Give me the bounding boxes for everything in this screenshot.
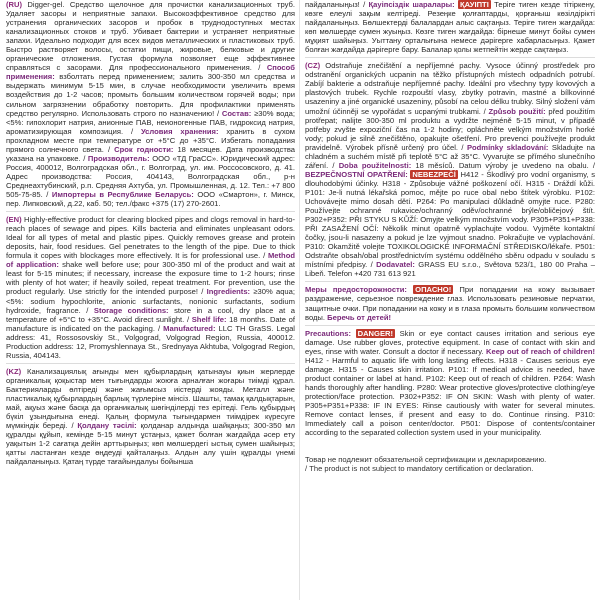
ru-warning-heading: Меры предосторожности: bbox=[305, 285, 407, 295]
en-shelf-heading: Shelf life: bbox=[191, 314, 227, 324]
en-warning-section bbox=[305, 329, 595, 438]
kz-continued: пайдаланыңыз! / Қауіпсіздік шаралары: ҚАУІПТІ Теріге тиген кезде тітіркену, көзге елеулі зақым келтіреді. Резеңке қолғаптарды, қорғаныш көзілдірікті пайдаланыңыз. Бөлшектерді балалардан алыс сақтаңыз. Теріге тиген жағдайда: көп мөлшерде сумен жуыңыз. Көзге тиген жағдайда: бірнеше минут бойы сумен мұқият шайыңыз. Уыттану орталығына немесе дәрігерге хабарласыңыз. Қажет болған жағдайда дәрігерге бару. Балалар қолы жетпейтін жерде сақтаңыз. bbox=[305, 0, 595, 55]
spacer bbox=[305, 439, 595, 455]
en-method-heading: Method of application: bbox=[6, 251, 295, 270]
cz-shelf: 18 měsíců. Datum výroby je uvedeno na obalu. bbox=[411, 160, 589, 170]
kz-danger-badge: ҚАУІПТІ bbox=[459, 0, 489, 9]
ru-method-heading: Способ применения: bbox=[6, 63, 295, 82]
en-method: shake well before use; pour 300-350 ml of the product and wait at least for 5-15 minutes; if necessary, increase the exposure time to 1-2 hours; rinse with plenty of hot water; if heavily soiled, repeat treatment. For prevention, use the product regularly. Use strictly for the intended purpose! bbox=[6, 260, 295, 297]
divider bbox=[305, 325, 595, 326]
cz-section: (CZ) Odstraňuje znečištění a nepříjemné pachy. Vysoce účinný prostředek pro odstranění organických ucpanin na těžko přístupných místech odpadních potrubí. Zabíjí bakterie a odstraňuje nepříjemné pachy. Ideální pro všechny typy kovových a plastových trubek. Rychle rozpouští vlasy, zbytky potravin, mastné a bílkovinné usazeniny a jiné organické usazeniny, působí na celou délku trubky. Silný složení vám umožní účinněji se vypořádat s ucpanými trubkami. / Způsob použití: před použitím protřepat; nalijte 300-350 ml produktu a vydržte nejméně 5-15 minut, v případě potřeby zvyšte expoziční čas na 1-2 hodiny; opláchněte velkým množstvím horké vody; pokud je silně znečištěno, opakujte ošetření. Pro prevenci používejte produkt pravidelně. Výrobek přísně určený pro účel. / Podmínky skladování: Skladujte na chladném a suchém místě při teplotě 5°C až 35°C. Vyvarujte se přímého slunečního záření. / Doba použitelnosti: 18 měsíců. Datum výroby je uvedeno na obalu. / BEZPEČNOSTNÍ OPATŘENÍ: NEBEZPEČÍ H412 - Škodlivý pro vodní organismy, s dlouhodobými účinky. H318 - Způsobuje vážné poškození očí. H315 - Dráždí kůži. P101: Je-li nutná lékařská pomoc, mějte po ruce obal nebo štítek výrobku. P102: Uchovávejte mimo dosah dětí. P264: Po manipulaci důkladně omyjte ruce. P280: Používejte ochranné rukavice/ochranný oděv/ochranné brýle/obličejový štít. P302+P352: PŘI STYKU S KŮŽÍ: Omyjte velkým množstvím vody. P305+P351+P338: PŘI ZASAŽENÍ OČÍ: Několik minut opatrně vyplachujte vodou. Vyjměte kontaktní čočky, jsou-li nasazeny a pokud je lze vyjmout snadno. Pokračujte ve vyplachování. P310: Okamžitě volejte TOXIKOLOGICKÉ INFORMAČNÍ STŘEDISKO/lékaře. P501: Odstraňte obsah/obal prostřednictvím systému oddělného sběru odpadu v souladu s místními předpisy. / Dodavatel: GRASS EU s.r.o., Světova 523/1, 180 00 Praha – Libeň. Telefon +420 731 613 921 bbox=[305, 61, 595, 279]
left-column bbox=[6, 0, 295, 600]
en-warning-heading: Precautions: bbox=[305, 328, 351, 338]
lang-tag-kz: (KZ) bbox=[6, 366, 22, 376]
kz-section: (KZ) Канализациялық ағынды мен құбырлардың қатынауы қиын жерлерде органикалық қоқыстар мен тығындарды жоюға арналған жоғары тиімді құрал. Бактерияларды өлтіреді және жағымсыз иістерді жояды. Металл және пластикалық құбырлардың барлық түрлеріне мінсіз. Шашты, тамақ қалдықтарын, май, ақуыз және басқа да органикалық шөгінділерді тез ерітеді. Гель құбырдың бүкіл ұзындығына енеді. Қалың формула тығындармен тиімдірек күресуге мүмкіндік береді. / Қолдану тәсілі: қолданар алдында шайқаңыз; 300-350 мл құралды құйып, кемінде 5-15 минут ұстаңыз, қажет болған жағдайда әсер ету уақытын 1-2 сағатқа дейін арттырыңыз; көп мөлшердегі ыстық сумен шайыңыз; қатты ластанған кезде өңдеуді қайталаңыз. Алдын алу үшін құралды үнемі пайдаланыңыз. Қатаң түрде тағайындалуы бойынша bbox=[6, 366, 295, 467]
en-manufactured-heading: Manufactured: bbox=[163, 323, 216, 333]
cz-method: před použitím protřepat; nalijte 300-350 ml produktu a vydržte nejméně 5-15 minut, v případě potřeby zvyšte expoziční čas na 1-2 hodiny; opláchněte velkým množstvím horké vody; pokud je silně znečištěno, opakujte ošetření. Pro prevenci používejte produkt pravidelně. Výrobek přísně určený pro účel. bbox=[305, 106, 595, 152]
en-manufactured: LLC TH GraSS. Legal address: 41, Rossosovskiy St., Volgograd, Volgograd Region, Russia, 400012. Production address: 12, Promyshlennaya St., Srednyaya Akhtuba, Volgograd Region, Russia, 404143. bbox=[6, 323, 295, 360]
en-hazard-codes: H412 - Harmful to aquatic life with long lasting effects. H318 - Causes serious eye damage. H315 - Causes skin irritation. P101: If medical advice is needed, have product container or label at hand. P102: Keep out of reach of children. P264: Wash hands thoroughly after handling. P280: Wear protective gloves/protective clothing/eye protection/face protection. P302+P352: IF ON SKIN: Wash with plenty of water. P305+P351+P338: IF IN EYES: Rinse cautiously with water for several minutes. Remove contact lenses, if present and easy to do. Continue rinsing. P310: Immediately call a poison center/doctor. P501: Dispose of contents/container according to the separated collection system used in your municipality. bbox=[305, 355, 595, 438]
cz-shelf-heading: Doba použitelnosti: bbox=[338, 160, 412, 170]
en-danger-badge: DANGER! bbox=[357, 328, 394, 338]
divider bbox=[305, 57, 595, 58]
ru-composition-heading: Состав: bbox=[221, 108, 252, 118]
cz-intro: Odstraňuje znečištění a nepříjemné pachy. Vysoce účinný prostředek pro odstranění organických ucpanin na těžko přístupných místech odpadních potrubí. Zabíjí bakterie a odstraňuje nepříjemné pachy. Ideální pro všechny typy kovových a plastových trubek. Rychle rozpouští vlasy, zbytky potravin, mastné a bílkovinné usazeniny a jiné organické usazeniny, působí na celou délku trubky. Silný složení vám umožní účinněji se vypořádat s ucpanými trubkami. bbox=[305, 61, 595, 116]
ru-intro: Digger-gel. Средство щелочное для прочистки канализационных труб. Удаляет засоры и неприятные запахи. Высокоэффективное средство для устранения органических засоров и пробок в труднодоступных местах канализационных стоков и труб. Убивает бактерии и устраняет неприятные запахи. Идеально подходит для всех видов металлических и пластиковых труб. Быстро растворяет волосы, остатки пищи, жировые, белковые и другие органические отложения. Густая формула позволяет еще эффективнее справляться с засорами. Для профессионального применения. bbox=[6, 0, 295, 73]
column-divider bbox=[299, 0, 300, 600]
divider bbox=[6, 363, 295, 364]
cz-method-heading: Způsob použití: bbox=[488, 106, 546, 116]
ru-composition: ≥30% вода; <5%: гипохлорит натрия, анионные ПАВ, неионогенные ПАВ, гидроксид натрия, ароматизирующая композиция. bbox=[6, 108, 295, 136]
ru-shelf: 18 месяцев. Дата производства указана на упаковке. bbox=[6, 144, 295, 163]
cz-conditions: Skladujte na chladném a suchém místě při teplotě 5°C až 35°C. Vyvarujte se přímého slunečního záření. bbox=[305, 142, 595, 170]
kz-method: қолданар алдында шайқаңыз; 300-350 мл құралды құйып, кемінде 5-15 минут ұстаңыз, қажет болған жағдайда әсер ету уақытын 1-2 сағатқа дейін арттырыңыз; көп мөлшердегі ыстық сумен шайыңыз; қатты ластанған кезде өңдеуді қайталаңыз. Алдын алу үшін құралды үнемі пайдаланыңыз. Қатаң түрде тағайындалуы бойынша bbox=[6, 421, 295, 467]
en-warning: Skin or eye contact causes irritation and serious eye damage. Use rubber gloves, protective equipment. In case of contact with skin and eyes, rinse with water. Consult a doctor if necessary. bbox=[305, 328, 595, 356]
ru-importer: ООО «Смартон», г. Минск, пер. Липковский, д.22, каб. 50; тел./факс +375 (17) 270-2601. bbox=[6, 189, 295, 209]
right-column bbox=[305, 0, 595, 600]
kz-tail: пайдаланыңыз! bbox=[305, 0, 360, 9]
cz-warning: H412 - Škodlivý pro vodní organismy, s dlouhodobými účinky. H318 - Způsobuje vážné poškození očí. H315 - Dráždí kůži. P101: Je-li nutná lékařská pomoc, mějte po ruce obal nebo štítek výrobku. P102: Uchovávejte mimo dosah dětí. P264: Po manipulaci důkladně omyjte ruce. P280: Používejte ochranné rukavice/ochranný oděv/ochranné brýle/obličejový štít. P302+P352: PŘI STYKU S KŮŽÍ: Omyjte velkým množstvím vody. P305+P351+P338: PŘI ZASAŽENÍ OČÍ: Několik minut opatrně vyplachujte vodou. Vyjměte kontaktní čočky, jsou-li nasazeny a pokud je lze vyjmout snadno. Pokračujte ve vyplachování. P310: Okamžitě volejte TOXIKOLOGICKÉ INFORMAČNÍ STŘEDISKO/lékaře. P501: Odstraňte obsah/obal prostřednictvím systému oddělného sběru odpadu v souladu s místními předpisy. bbox=[305, 169, 595, 270]
ru-danger-badge: ОПАСНО! bbox=[415, 285, 452, 295]
ru-warning: При попадании на кожу вызывает раздражение, серьезное повреждение глаз. Использовать резиновые перчатки, защитные очки. При попадании на кожу и в глаза промыть большим количеством воды. bbox=[305, 285, 595, 322]
cz-danger-badge: NEBEZPEČÍ bbox=[412, 169, 456, 179]
lang-tag-cz: (CZ) bbox=[305, 61, 321, 71]
en-keep-from-children: Keep out of reach of children! bbox=[485, 346, 595, 356]
ru-importer-heading: Импортеры в Республике Беларусь: bbox=[51, 189, 194, 199]
lang-tag-en: (EN) bbox=[6, 215, 22, 225]
certification-note bbox=[305, 455, 595, 473]
ru-warning-section bbox=[305, 285, 595, 321]
cz-distributor: GRASS EU s.r.o., Světova 523/1, 180 00 Praha – Libeň. Telefon +420 731 613 921 bbox=[305, 260, 595, 279]
en-ingredients-heading: Ingredients: bbox=[206, 287, 251, 297]
ru-section: (RU) Digger-gel. Средство щелочное для прочистки канализационных труб. Удаляет засоры и неприятные запахи. Высокоэффективное средство для устранения органических засоров и пробок в труднодоступных местах канализационных стоков и труб. Убивает бактерии и устраняет неприятные запахи. Идеально подходит для всех видов металлических и пластиковых труб. Быстро растворяет волосы, остатки пищи, жировые, белковые и другие органические отложения. Густая формула позволяет еще эффективнее справляться с засорами. Для профессионального применения. / Способ применения: взболтать перед применением; залить 300-350 мл средства и выдержать минимум 5-15 мин, в случае необходимости увеличить время воздействия до 1-2 часов; промыть большим количеством горячей воды; при сильном загрязнении обработку повторить. Для профилактики применять средство регулярно. Использовать строго по назначению! / Состав: ≥30% вода; <5%: гипохлорит натрия, анионные ПАВ, неионогенные ПАВ, гидроксид натрия, ароматизирующая композиция. / Условия хранения: хранить в сухом прохладном месте при температуре от +5°С до +35°С. Избегать попадания прямого солнечного света. / Срок годности: 18 месяцев. Дата производства указана на упаковке. / Производитель: ООО «ТД ГраСС». Юридический адрес: Россия, 400012, Волгоградская обл., г. Волгоград, ул. им. Россосовского, д. 41. Адрес производства: Россия, 404143, Волгоградская обл., р-н Среднеахтубинский, р.п. Средняя Ахтуба, ул. Промышленная, д. 12. Тел.: +7 800 505-75-85. / Импортеры в Республике Беларусь: ООО «Смартон», г. Минск, пер. Липковский, д.22, каб. 50; тел./факс +375 (17) 270-2601. bbox=[6, 0, 295, 209]
kz-intro: Канализациялық ағынды мен құбырлардың қатынауы қиын жерлерде органикалық қоқыстар мен тығындарды жоюға арналған жоғары тиімді құрал. Бактерияларды өлтіреді және жағымсыз иістерді жояды. Металл және пластикалық құбырлардың барлық түрлеріне мінсіз. Шашты, тамақ қалдықтарын, май, ақуыз және басқа да органикалық шөгінділерді тез ерітеді. Гель құбырдың бүкіл ұзындығына енеді. Қалың формула тығындармен тиімдірек күресуге мүмкіндік береді. bbox=[6, 366, 295, 431]
kz-warning: Теріге тиген кезде тітіркену, көзге елеулі зақым келтіреді. Резеңке қолғаптарды, қорғаныш көзілдірікті пайдаланыңыз. Бөлшектерді балалардан алыс сақтаңыз. Теріге тиген жағдайда: көп мөлшерде сумен жуыңыз. Көзге тиген жағдайда: бірнеше минут бойы сумен мұқият шайыңыз. Уыттану орталығына немесе дәрігерге хабарласыңыз. Қажет болған жағдайда дәрігерге бару. Балалар қолы жетпейтін жерде сақтаңыз. bbox=[305, 0, 595, 55]
cz-conditions-heading: Podmínky skladování: bbox=[466, 142, 549, 152]
certification-note-ru: Товар не подлежит обязательной сертификации и декларированию. bbox=[305, 455, 547, 465]
en-shelf: 18 months. Date of manufacture is indicated on the packaging. bbox=[6, 314, 295, 333]
certification-note-en: / The product is not subject to mandatory certification or declaration. bbox=[305, 464, 534, 474]
en-storage: store in a cool, dry place at a temperature of +5°C to +35°C. Avoid direct sunlight. bbox=[6, 305, 295, 324]
en-ingredients: ≥30% aqua; <5%: sodium hypochlorite, anionic surfactants, nonionic surfactants, sodium hydroxide, fragrance. bbox=[6, 287, 295, 315]
ru-storage-heading: Условия хранения: bbox=[140, 126, 219, 136]
ru-storage: хранить в сухом прохладном месте при температуре от +5°С до +35°С. Избегать попадания прямого солнечного света. bbox=[6, 126, 295, 154]
divider bbox=[305, 281, 595, 282]
kz-method-heading: Қолдану тәсілі: bbox=[77, 421, 137, 431]
divider bbox=[6, 211, 295, 212]
cz-distributor-heading: Dodavatel: bbox=[376, 260, 415, 270]
ru-keep-from-children: Беречь от детей! bbox=[327, 312, 392, 322]
lang-tag-ru: (RU) bbox=[6, 0, 23, 9]
ru-producer-heading: Производитель: bbox=[87, 153, 150, 163]
kz-warning-heading: Қауіпсіздік шаралары: bbox=[368, 0, 455, 9]
ru-producer: ООО «ТД ГраСС». Юридический адрес: Россия, 400012, Волгоградская обл., г. Волгоград, ул. им. Россосовского, д. 41. Адрес производства: Россия, 404143, Волгоградская обл., р-н Среднеахтубинский, р.п. Средняя Ахтуба, ул. Промышленная, д. 12. Тел.: +7 800 505-75-85. bbox=[6, 153, 295, 199]
en-intro: Highly-effective product for clearing blocked pipes and clogs removal in hard-to-reach places of sewage and pipes. Kills bacteria and eliminates unpleasant odors. Ideal for all types of metal and plastic pipes. Quickly removes grease and protein deposits, hair, food residues. Gel penetrates to the length of the pipe. Due to thick formula it copes with blockages more effectively. It is for professional use. bbox=[6, 215, 295, 261]
ru-shelf-heading: Срок годности: bbox=[114, 144, 174, 154]
en-storage-heading: Storage conditions: bbox=[93, 305, 169, 315]
en-section: (EN) Highly-effective product for clearing blocked pipes and clogs removal in hard-to-reach places of sewage and pipes. Kills bacteria and eliminates unpleasant odors. Ideal for all types of metal and plastic pipes. Quickly removes grease and protein deposits, hair, food residues. Gel penetrates to the length of the pipe. Due to thick formula it copes with blockages more effectively. It is for professional use. / Method of application: shake well before use; pour 300-350 ml of the product and wait at least for 5-15 minutes; if necessary, increase the exposure time to 1-2 hours; rinse with plenty of hot water; if heavily soiled, repeat treatment. For prevention, use the product regularly. Use strictly for the intended purpose! / Ingredients: ≥30% aqua; <5%: sodium hypochlorite, anionic surfactants, nonionic surfactants, sodium hydroxide, fragrance. / Storage conditions: store in a cool, dry place at a temperature of +5°C to +35°C. Avoid direct sunlight. / Shelf life: 18 months. Date of manufacture is indicated on the packaging. / Manufactured: LLC TH GraSS. Legal address: 41, Rossosovskiy St., Volgograd, Volgograd Region, Russia, 400012. Production address: 12, Promyshlennaya St., Srednyaya Akhtuba, Volgograd Region, Russia, 404143. bbox=[6, 215, 295, 360]
ru-method: взболтать перед применением; залить 300-350 мл средства и выдержать минимум 5-15 мин, в случае необходимости увеличить время воздействия до 1-2 часов; промыть большим количеством горячей воды; при сильном загрязнении обработку повторить. Для профилактики применять средство регулярно. Использовать строго по назначению! bbox=[6, 72, 295, 118]
cz-warning-heading: BEZPEČNOSTNÍ OPATŘENÍ: bbox=[305, 169, 408, 179]
